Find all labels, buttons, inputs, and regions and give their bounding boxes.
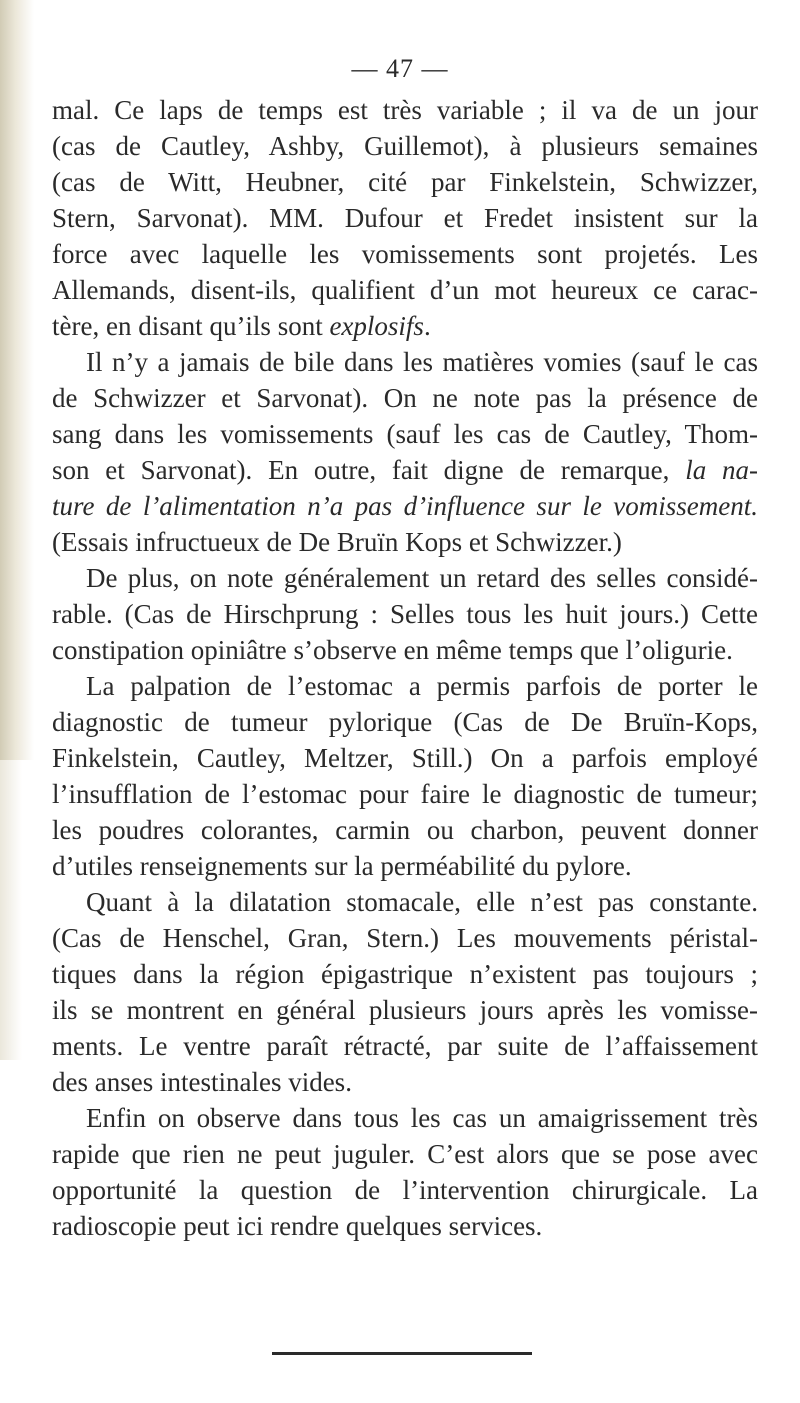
text-line: (Cas de Henschel, Gran, Stern.) Les mouvements péristal- <box>52 923 758 953</box>
text-line <box>52 308 758 344</box>
text-line: rable. (Cas de Hirschprung : Selles tous les huit jours.) Cette <box>52 599 758 629</box>
text-line: opportunité la question de l’intervention chirurgicale. La <box>52 1175 758 1205</box>
italic-term: explosifs <box>329 311 424 341</box>
text-run: tère, en disant qu’ils sont <box>52 311 330 341</box>
italic-phrase: la na- <box>685 455 759 485</box>
text-line: Allemands, disent-ils, qualifient d’un mot heureux ce carac- <box>52 275 758 305</box>
text-line: des anses intestinales vides. <box>52 1067 352 1097</box>
text-line: les poudres colorantes, carmin ou charbon, peuvent donner <box>52 815 758 845</box>
body-text <box>52 92 758 1244</box>
text-line <box>52 452 758 488</box>
text-line: constipation opiniâtre s’observe en même temps que l’oligurie. <box>52 635 733 665</box>
text-line: (cas de Witt, Heubner, cité par Finkelstein, Schwizzer, <box>52 167 758 197</box>
text-line: ments. Le ventre paraît rétracté, par suite de l’affaissement <box>52 1031 758 1061</box>
text-line: Quant à la dilatation stomacale, elle n’est pas constante. <box>86 887 758 917</box>
text-line: Il n’y a jamais de bile dans les matières vomies (sauf le cas <box>86 347 758 377</box>
text-line: de Schwizzer et Sarvonat). On ne note pas la présence de <box>52 383 758 413</box>
text-line: ils se montrent en général plusieurs jours après les vomisse- <box>52 995 758 1025</box>
page-edge-shadow-lower <box>0 760 22 1060</box>
text-line: Stern, Sarvonat). MM. Dufour et Fredet insistent sur la <box>52 203 758 233</box>
page-number: — 47 — <box>351 54 449 83</box>
text-line: force avec laquelle les vomissements sont projetés. Les <box>52 239 758 269</box>
text-line: (cas de Cautley, Ashby, Guillemot), à plusieurs semaines <box>52 131 758 161</box>
text-line: d’utiles renseignements sur la perméabilité du pylore. <box>52 851 632 881</box>
text-line: sang dans les vomissements (sauf les cas de Cautley, Thom- <box>52 419 758 449</box>
text-line: rapide que rien ne peut juguler. C’est alors que se pose avec <box>52 1139 758 1169</box>
text-run: . <box>423 311 431 341</box>
text-line: Finkelstein, Cautley, Meltzer, Still.) On a parfois employé <box>52 743 758 773</box>
page-edge-shadow <box>0 0 34 760</box>
text-line: l’insufflation de l’estomac pour faire le diagnostic de tumeur; <box>52 779 758 809</box>
italic-phrase: ture de l’alimentation n’a pas d’influence sur le vomissement. <box>52 491 758 521</box>
text-line: (Essais infructueux de De Bruïn Kops et Schwizzer.) <box>52 527 622 557</box>
text-line: Enfin on observe dans tous les cas un amaigrissement très <box>86 1103 758 1133</box>
text-line: De plus, on note généralement un retard des selles considé- <box>86 563 758 593</box>
end-rule <box>272 1352 532 1355</box>
text-line: La palpation de l’estomac a permis parfois de porter le <box>86 671 758 701</box>
text-line: radioscopie peut ici rendre quelques services. <box>52 1211 543 1241</box>
text-line: mal. Ce laps de temps est très variable ; il va de un jour <box>52 95 758 125</box>
text-line <box>52 488 758 524</box>
text-line: diagnostic de tumeur pylorique (Cas de De Bruïn-Kops, <box>52 707 758 737</box>
text-line: tiques dans la région épigastrique n’existent pas toujours ; <box>52 959 758 989</box>
text-run: son et Sarvonat). En outre, fait digne de remarque, <box>52 455 686 485</box>
